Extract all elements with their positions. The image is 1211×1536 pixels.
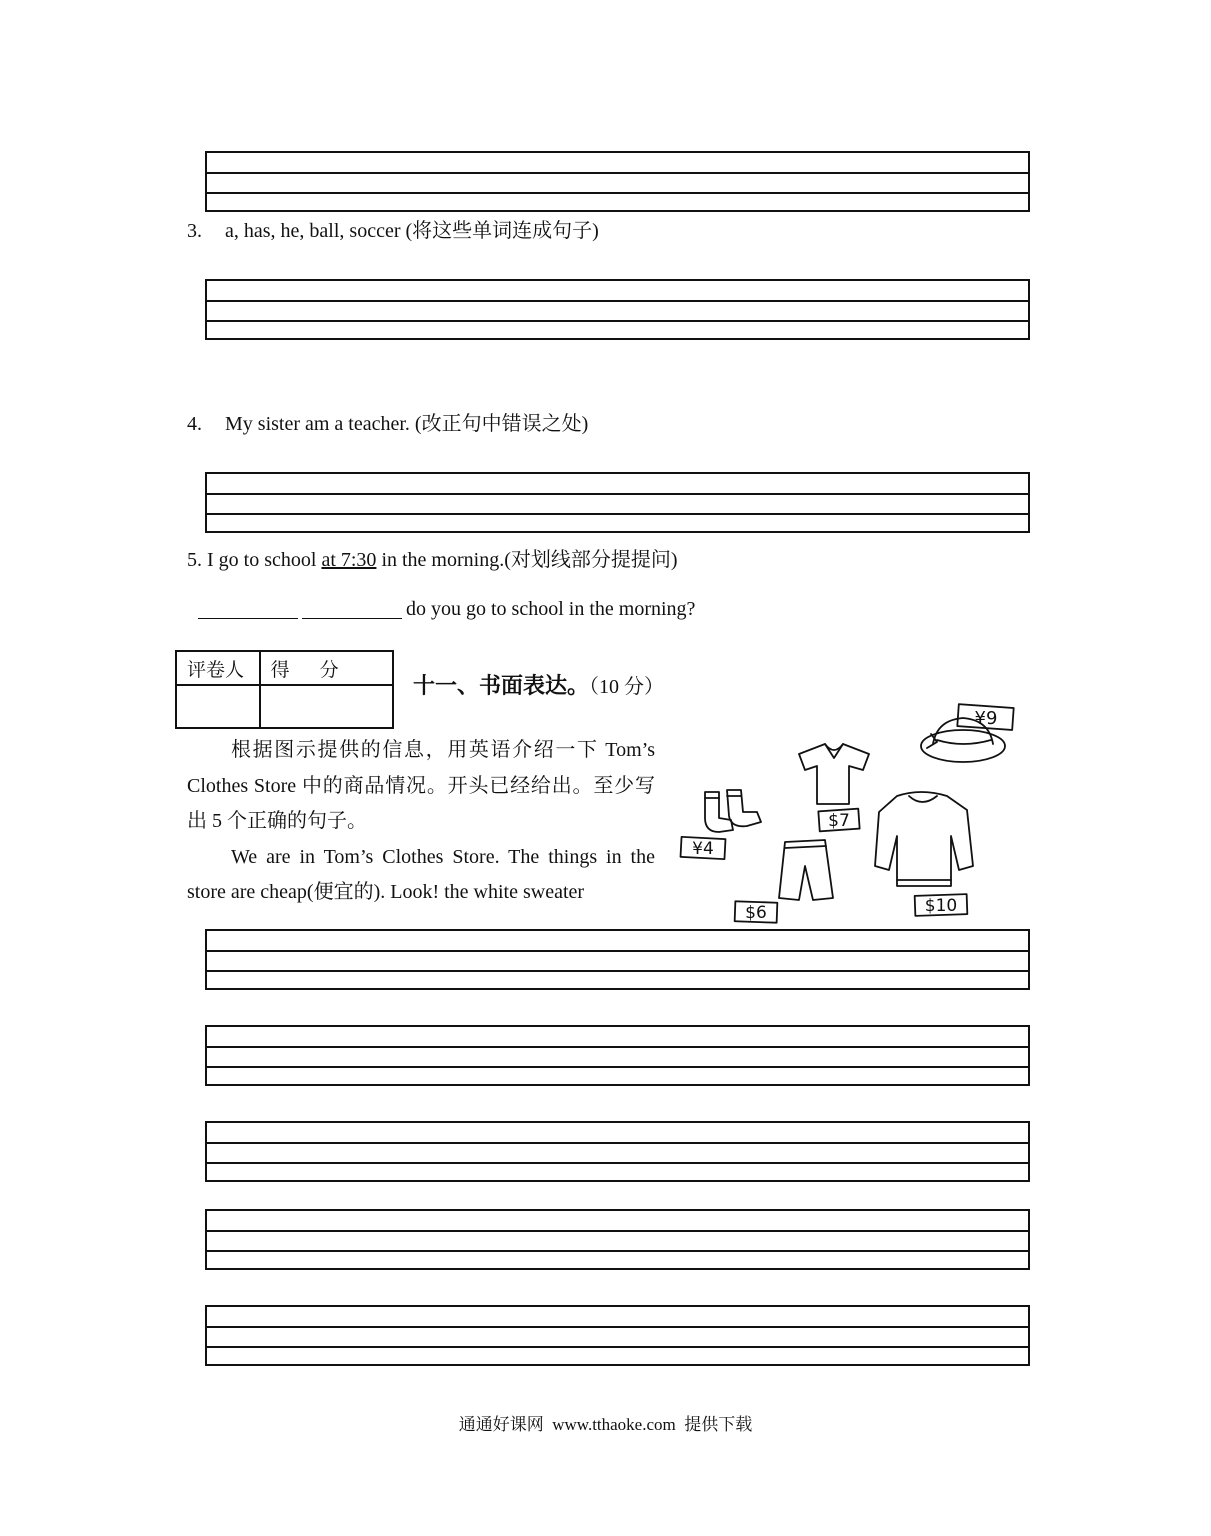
section-heading [413, 669, 664, 700]
section-title: 十一、书面表达。 [413, 674, 590, 699]
socks-price-tag [681, 837, 726, 859]
underlined-phrase: at 7:30 [321, 549, 377, 571]
writing-lines[interactable] [205, 929, 1030, 990]
writing-lines[interactable] [205, 1305, 1030, 1366]
reviewer-header: 评卷人 [176, 651, 260, 685]
tag-sweater: $10 [924, 896, 958, 916]
writing-lines[interactable] [205, 151, 1030, 212]
tag-socks: ¥4 [692, 839, 714, 859]
question-5 [187, 550, 678, 570]
shorts-price-tag [735, 901, 778, 923]
sweater-icon [875, 792, 973, 886]
shirt-price-tag [818, 809, 859, 832]
clothes-store-illustration [675, 700, 1035, 925]
sweater-price-tag [915, 894, 968, 916]
starter-text: We are in Tom’s Clothes Store. The things in the store are cheap(便宜的). Look! the white sweater [187, 845, 655, 903]
question-3 [187, 221, 599, 241]
instructions-text: 根据图示提供的信息，用英语介绍一下 Tom’s Clothes Store 中的商品情况。开头已经给出。至少写出 5 个正确的句子。 [187, 739, 655, 832]
question-text: 5. I go to school [187, 549, 322, 571]
question-text: do you go to school in the morning? [406, 598, 696, 620]
question-text: My sister am a teacher. (改正句中错误之处) [225, 413, 589, 435]
page-footer: 通通好课网 www.tthaoke.com 提供下载 [458, 1415, 753, 1434]
tag-shorts: $6 [745, 903, 767, 923]
question-number: 3. [187, 220, 202, 242]
section-points: （10 分） [589, 676, 665, 698]
shirt-icon [799, 744, 869, 804]
shorts-icon [779, 840, 833, 900]
tag-hat: ¥9 [974, 708, 998, 729]
score-header: 得分 [260, 651, 393, 685]
writing-lines[interactable] [205, 279, 1030, 340]
reviewer-cell[interactable] [176, 685, 260, 728]
writing-lines[interactable] [205, 1209, 1030, 1270]
question-4 [187, 414, 588, 434]
question-number: 4. [187, 413, 202, 435]
question-instruction: in the morning.(对划线部分提提问) [376, 549, 678, 571]
hat-price-tag [957, 704, 1013, 730]
writing-lines[interactable] [205, 1025, 1030, 1086]
score-cell[interactable] [260, 685, 393, 728]
writing-lines[interactable] [205, 472, 1030, 533]
answer-blank-2[interactable] [302, 600, 402, 619]
instructions [187, 733, 655, 911]
writing-lines[interactable] [205, 1121, 1030, 1182]
answer-blank-1[interactable] [198, 600, 298, 619]
question-text: a, has, he, ball, soccer (将这些单词连成句子) [225, 220, 599, 242]
tag-shirt: $7 [828, 811, 850, 831]
question-5-answer [198, 599, 695, 619]
socks-icon [705, 790, 761, 832]
grader-table [175, 650, 394, 729]
